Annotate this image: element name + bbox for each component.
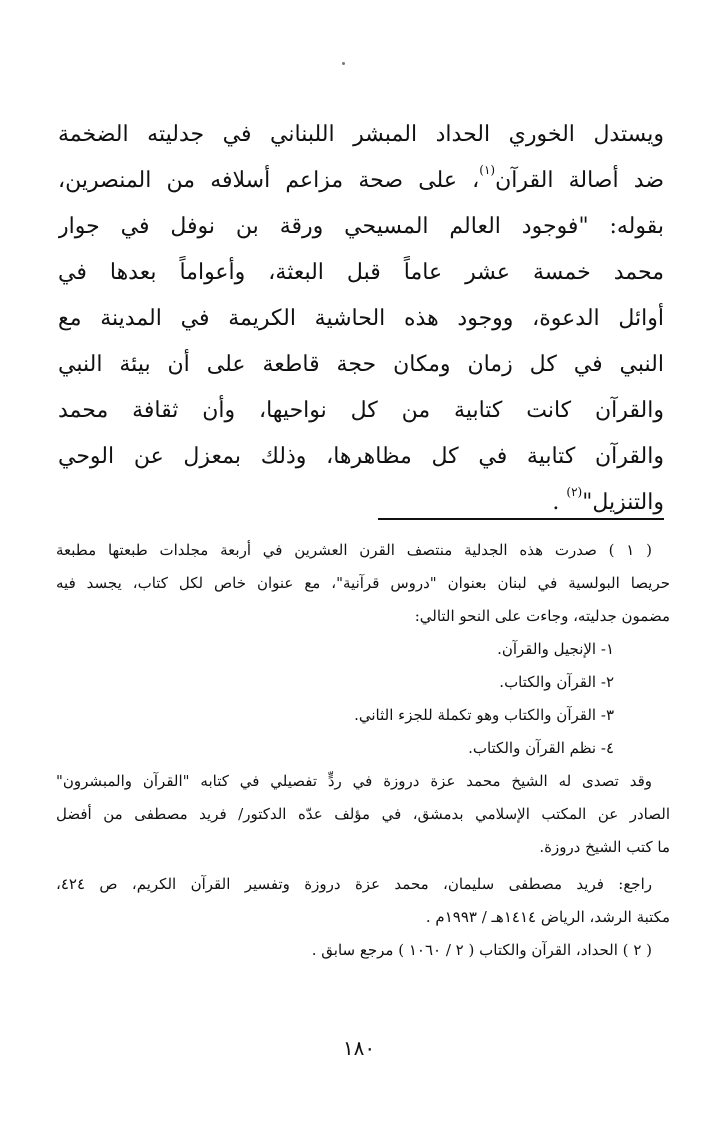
footnote-reply-line-3: ما كتب الشيخ دروزة. bbox=[539, 838, 670, 856]
footnote-2: ( ٢ ) الحداد، القرآن والكتاب ( ٢ / ١٠٦٠ ) مرجع سابق . bbox=[311, 941, 652, 959]
main-line-4: محمد خمسة عشر عاماً قبل البعثة، وأعواماً بعدها في bbox=[58, 260, 664, 285]
page-dot bbox=[342, 62, 345, 65]
footnote-list-item-4: ٤- نظم القرآن والكتاب. bbox=[468, 739, 614, 757]
footnote-ref-2[interactable]: (٢) bbox=[566, 485, 583, 499]
main-line-6: النبي في كل زمان ومكان حجة قاطعة على أن بيئة النبي bbox=[58, 352, 664, 377]
main-paragraph bbox=[58, 112, 664, 526]
footnotes-section bbox=[56, 534, 670, 967]
footnote-ref-1[interactable]: (١) bbox=[479, 163, 496, 177]
main-line-5: أوائل الدعوة، ووجود هذه الحاشية الكريمة في المدينة مع bbox=[58, 306, 664, 331]
main-line-2: ضد أصالة القرآن$^{(١)}$، على صحة مزاعم أسلافه من المنصرين، bbox=[58, 163, 664, 193]
footnote-1-line-1: ( ١ ) صدرت هذه الجدلية منتصف القرن العشرين في أربعة مجلدات طبعتها مطبعة bbox=[56, 541, 653, 559]
footnote-1-line-2: حريصا البولسية في لبنان بعنوان "دروس قرآنية"، مع عنوان خاص لكل كتاب، يجسد فيه bbox=[56, 574, 670, 592]
footnote-1-line-3: مضمون جدليته، وجاءت على النحو التالي: bbox=[414, 607, 670, 625]
page-number: ١٨٠ bbox=[342, 1036, 376, 1060]
footnote-separator bbox=[378, 518, 664, 520]
footnote-list-item-2: ٢- القرآن والكتاب. bbox=[499, 673, 614, 691]
footnote-list-item-1: ١- الإنجيل والقرآن. bbox=[497, 640, 614, 658]
footnote-reference-line-2: مكتبة الرشد، الرياض ١٤١٤هـ / ١٩٩٣م . bbox=[425, 908, 670, 926]
main-line-9: والتنزيل"$^{(٢)}$ . bbox=[552, 485, 664, 515]
footnote-reference-line-1: راجع: فريد مصطفى سليمان، محمد عزة دروزة وتفسير القرآن الكريم، ص ٤٢٤، bbox=[56, 875, 652, 893]
main-line-8: والقرآن كتابية في كل مظاهرها، وذلك بمعزل عن الوحي bbox=[58, 444, 664, 469]
main-line-1: ويستدل الخوري الحداد المبشر اللبناني في جدليته الضخمة bbox=[58, 122, 664, 147]
footnote-reply-line-2: الصادر عن المكتب الإسلامي بدمشق، في مؤلف عدّه الدكتور/ فريد مصطفى من أفضل bbox=[56, 805, 670, 823]
main-line-3: بقوله: "فوجود العالم المسيحي ورقة بن نوفل في جوار bbox=[58, 214, 664, 239]
footnote-list-item-3: ٣- القرآن والكتاب وهو تكملة للجزء الثاني. bbox=[354, 706, 614, 724]
footnote-reply-line-1: وقد تصدى له الشيخ محمد عزة دروزة في ردٍّ تفصيلي في كتابه "القرآن والمبشرون" bbox=[56, 772, 652, 790]
main-line-7: والقرآن كانت كتابية من كل نواحيها، وأن ثقافة محمد bbox=[58, 398, 664, 423]
